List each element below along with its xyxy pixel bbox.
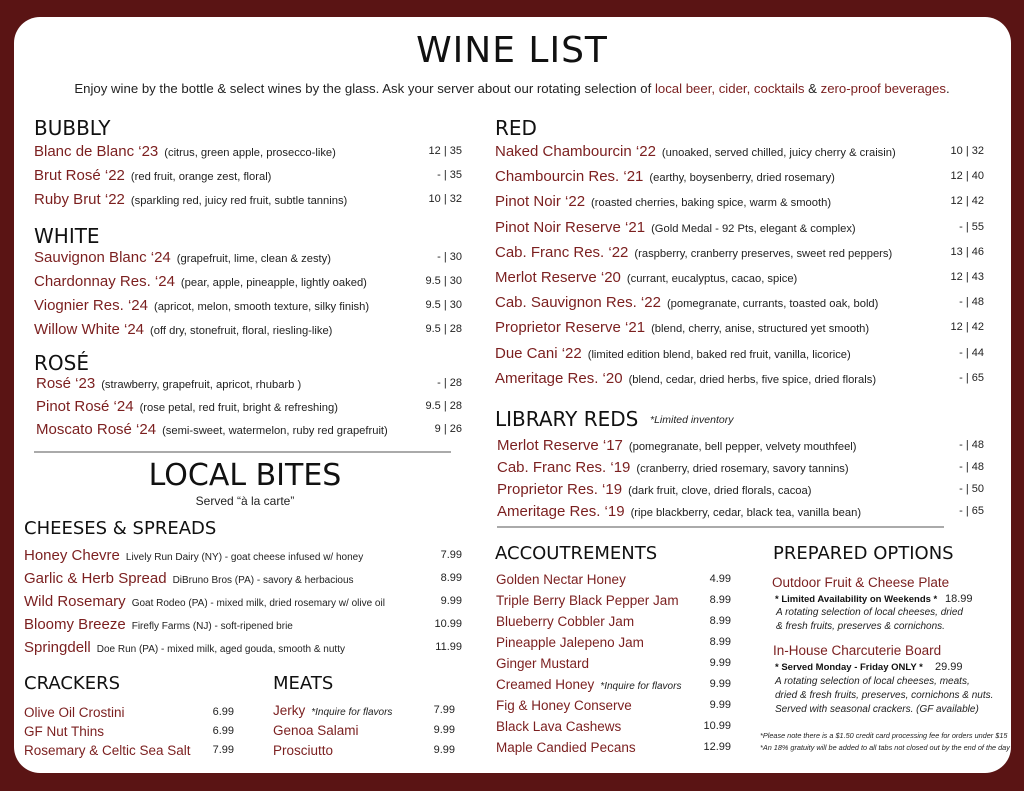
accoutrement-row [496,697,731,717]
cracker-row [24,742,234,762]
item-price: 9.99 [709,699,731,711]
item-name: Bloomy Breeze [24,616,126,633]
wine-row [495,244,984,264]
item-name: GF Nut Thins [24,724,105,739]
accoutrement-row [496,592,731,612]
charcuterie-board-desc: Served with seasonal crackers. (GF available) [775,704,979,715]
item-description: *Inquire for flavors [600,681,682,692]
wine-row [495,319,984,339]
item-description: (pear, apple, pineapple, lightly oaked) [180,277,367,289]
item-description: Firefly Farms (NJ) - soft-ripened brie [131,621,293,632]
section-rose-heading: ROSÉ [34,351,89,375]
item-price: 9.5 | 30 [425,299,462,311]
item-name: Ruby Brut ‘22 [34,191,125,208]
wine-row [36,375,462,395]
item-name: Merlot Reserve ‘17 [497,437,623,454]
item-name: Black Lava Cashews [496,719,622,734]
item-description: (semi-sweet, watermelon, ruby red grapefruit) [162,425,388,437]
item-price: 7.99 [212,744,234,756]
item-price: 12.99 [703,741,731,753]
item-price: 4.99 [709,573,731,585]
item-price: 12 | 40 [950,170,984,183]
item-description: (red fruit, orange zest, floral) [130,171,272,183]
section-bubbly-heading: BUBBLY [34,116,111,140]
section-meats-heading: MEATS [273,673,334,694]
fee-note: *Please note there is a $1.50 credit card processing fee for orders under $15 [760,731,1008,740]
wine-row [495,168,984,188]
wine-row [495,143,984,163]
item-name: Ameritage Res. ‘19 [497,503,625,520]
charcuterie-board-availability: * Served Monday - Friday ONLY * [775,662,923,673]
item-description: Lively Run Dairy (NY) - goat cheese infused w/ honey [125,552,364,563]
item-name: Merlot Reserve ‘20 [495,269,621,286]
item-description: (pomegranate, currants, toasted oak, bold) [666,298,879,311]
item-name: Proprietor Reserve ‘21 [495,319,646,337]
item-name: Garlic & Herb Spread [24,570,167,587]
accoutrement-row [496,676,731,696]
item-name: Rosé ‘23 [36,375,96,392]
item-name: Blueberry Cobbler Jam [496,614,635,629]
accoutrement-row [496,739,731,759]
fruit-plate-name: Outdoor Fruit & Cheese Plate [772,575,950,590]
charcuterie-board-desc: dried & fresh fruits, preserves, cornichons & nuts. [775,690,994,701]
wine-row [495,345,984,365]
intro-part: & [804,81,821,96]
wine-row [495,269,984,289]
item-price: - | 30 [437,251,462,263]
wine-row [34,249,462,269]
item-name: Honey Chevre [24,547,120,564]
item-price: 9.5 | 30 [425,275,462,287]
item-price: 6.99 [212,725,234,737]
library-note: *Limited inventory [650,414,734,426]
wine-row [36,421,462,441]
item-price: - | 50 [959,483,984,495]
accoutrement-row [496,718,731,738]
item-price: 13 | 46 [950,245,984,258]
item-name: Sauvignon Blanc ‘24 [34,249,171,266]
cheese-row [24,593,462,613]
intro-link-beer[interactable]: local beer, cider, cocktails [654,81,805,96]
wine-row [495,219,984,239]
item-price: 10 | 32 [950,145,984,157]
item-description: (apricot, melon, smooth texture, silky finish) [153,301,370,313]
item-name: Cab. Franc Res. ‘22 [495,243,629,261]
cheese-row [24,616,462,636]
section-accoutrements-heading: ACCOUTREMENTS [495,543,658,564]
item-description: *Inquire for flavors [311,707,393,718]
item-price: 8.99 [709,636,731,648]
section-crackers-heading: CRACKERS [24,673,121,694]
item-price: - | 48 [959,461,984,473]
wine-row [34,167,462,187]
intro-part: . [945,81,950,96]
item-name: Pinot Rosé ‘24 [36,398,134,415]
item-description: (raspberry, cranberry preserves, sweet red peppers) [634,247,893,260]
meat-row [273,742,455,762]
charcuterie-board-name: In-House Charcuterie Board [773,643,942,658]
item-description: (unoaked, served chilled, juicy cherry & craisin) [661,147,896,159]
item-name: Fig & Honey Conserve [496,698,632,713]
item-name: Springdell [24,639,91,656]
item-price: 10 | 32 [428,193,462,205]
intro-link-zero-proof[interactable]: zero-proof beverages [820,81,946,96]
item-description: DiBruno Bros (PA) - savory & herbacious [172,575,354,586]
gratuity-note: *An 18% gratuity will be added to all tabs not closed out by the end of the day [760,743,1010,752]
wine-row [497,459,984,479]
section-library-heading: LIBRARY REDS [495,407,639,431]
meat-row [273,702,455,722]
item-description: (cranberry, dried rosemary, savory tannins) [636,463,849,475]
item-price: 9 | 26 [434,423,462,435]
cracker-row [24,704,234,724]
item-price: - | 44 [959,346,984,359]
item-name: Cab. Sauvignon Res. ‘22 [495,294,661,312]
item-price: - | 28 [437,377,462,389]
local-bites-heading: LOCAL BITES [148,458,342,493]
wine-row [495,193,984,213]
item-price: 10.99 [703,720,731,732]
item-description: (grapefruit, lime, clean & zesty) [176,253,331,265]
item-name: Rosemary & Celtic Sea Salt [24,743,191,758]
item-price: 12 | 35 [428,145,462,157]
item-price: 9.5 | 28 [425,400,462,412]
item-name: Viognier Res. ‘24 [34,297,148,314]
fruit-plate-desc: A rotating selection of local cheeses, dried [776,607,963,618]
item-price: 7.99 [433,704,455,716]
meat-row [273,722,455,742]
item-price: 9.5 | 28 [425,323,462,335]
wine-row [34,273,462,293]
wine-row [34,191,462,211]
item-description: (blend, cedar, dried herbs, five spice, dried florals) [628,373,877,386]
item-price: 12 | 42 [950,321,984,334]
item-price: 6.99 [212,706,234,718]
item-name: Maple Candied Pecans [496,740,636,755]
item-name: Blanc de Blanc ‘23 [34,143,159,160]
item-price: 9.99 [433,744,455,756]
item-description: (citrus, green apple, prosecco-like) [164,147,336,159]
item-name: Naked Chambourcin ‘22 [495,143,656,160]
item-price: - | 65 [959,371,984,384]
item-price: 9.99 [440,595,462,607]
item-name: Triple Berry Black Pepper Jam [496,593,679,608]
item-price: 12 | 43 [950,271,984,283]
intro-part: Enjoy wine by the bottle & select wines by the glass. Ask your server about our rotating selection of [74,81,655,96]
wine-row [497,481,984,501]
item-description: Goat Rodeo (PA) - mixed milk, dried rosemary w/ olive oil [131,598,385,609]
item-description: (earthy, boysenberry, dried rosemary) [649,172,835,185]
item-price: - | 35 [437,169,462,181]
item-name: Pinot Noir Reserve ‘21 [495,218,646,236]
item-name: Brut Rosé ‘22 [34,167,125,184]
charcuterie-board-desc: A rotating selection of local cheeses, meats, [775,676,970,687]
accoutrement-row [496,634,731,654]
item-price: - | 48 [959,439,984,451]
wine-row [495,370,984,390]
item-description: (Gold Medal - 92 Pts, elegant & complex) [651,222,856,235]
item-price: 8.99 [709,615,731,627]
item-description: (currant, eucalyptus, cacao, spice) [626,273,798,285]
item-description: (pomegranate, bell pepper, velvety mouthfeel) [628,441,857,453]
section-cheeses-heading: CHEESES & SPREADS [24,518,217,539]
item-name: Moscato Rosé ‘24 [36,421,157,438]
divider [34,451,451,453]
fruit-plate-availability: * Limited Availability on Weekends * [775,594,938,605]
item-price: - | 55 [959,220,984,233]
item-description: (ripe blackberry, cedar, black tea, vanilla bean) [630,507,862,519]
item-description: (roasted cherries, baking spice, warm & smooth) [591,197,832,210]
item-name: Chambourcin Res. ‘21 [495,168,644,186]
item-name: Pineapple Jalepeno Jam [496,635,644,650]
cracker-row [24,723,234,743]
item-description: (sparkling red, juicy red fruit, subtle tannins) [130,195,348,207]
item-price: - | 48 [959,296,984,309]
item-name: Willow White ‘24 [34,321,145,338]
item-price: 8.99 [440,572,462,584]
wine-row [34,143,462,163]
item-name: Olive Oil Crostini [24,705,125,720]
item-price: - | 65 [959,505,984,517]
item-description: (rose petal, red fruit, bright & refreshing) [139,402,338,414]
intro-text [0,81,1024,96]
item-name: Jerky [273,703,306,718]
wine-row [36,398,462,418]
item-name: Golden Nectar Honey [496,572,626,587]
item-name: Due Cani ‘22 [495,344,582,362]
item-description: (dark fruit, clove, dried florals, cacoa) [628,485,812,497]
item-price: 11.99 [435,641,462,653]
charcuterie-board-price: 29.99 [935,661,963,673]
item-price: 7.99 [440,549,462,561]
item-price: 9.99 [433,724,455,736]
item-name: Pinot Noir ‘22 [495,193,586,211]
wine-row [34,297,462,317]
item-price: 9.99 [709,678,731,690]
wine-row [495,294,984,314]
cheese-row [24,547,462,567]
item-description: (off dry, stonefruit, floral, riesling-like) [150,325,333,337]
wine-row [497,437,984,457]
fruit-plate-price: 18.99 [945,593,973,605]
item-name: Creamed Honey [496,677,595,692]
section-prepared-heading: PREPARED OPTIONS [773,543,954,564]
item-price: 12 | 42 [950,195,984,208]
item-name: Genoa Salami [273,723,359,738]
local-bites-subtitle: Served “à la carte” [195,494,295,508]
wine-row [497,503,984,523]
item-price: 10.99 [434,618,462,630]
item-description: (strawberry, grapefruit, apricot, rhubarb ) [101,379,302,391]
section-white-heading: WHITE [34,224,100,248]
item-description: (blend, cherry, anise, structured yet smooth) [651,323,870,336]
accoutrement-row [496,571,731,591]
item-name: Chardonnay Res. ‘24 [34,273,175,290]
item-price: 9.99 [709,657,731,669]
item-price: 8.99 [709,594,731,606]
item-name: Wild Rosemary [24,593,126,610]
item-name: Proprietor Res. ‘19 [497,481,623,498]
fruit-plate-desc: & fresh fruits, preserves & cornichons. [776,621,945,632]
item-description: Doe Run (PA) - mixed milk, aged gouda, smooth & nutty [96,644,345,655]
item-name: Prosciutto [273,743,334,758]
cheese-row [24,639,462,659]
item-name: Cab. Franc Res. ‘19 [497,459,631,476]
accoutrement-row [496,613,731,633]
section-red-heading: RED [495,116,537,140]
page-title: WINE LIST [416,30,608,71]
wine-row [34,321,462,341]
item-name: Ginger Mustard [496,656,590,671]
divider [497,526,944,528]
item-name: Ameritage Res. ‘20 [495,369,623,387]
cheese-row [24,570,462,590]
accoutrement-row [496,655,731,675]
item-description: (limited edition blend, baked red fruit, vanilla, licorice) [587,348,851,361]
